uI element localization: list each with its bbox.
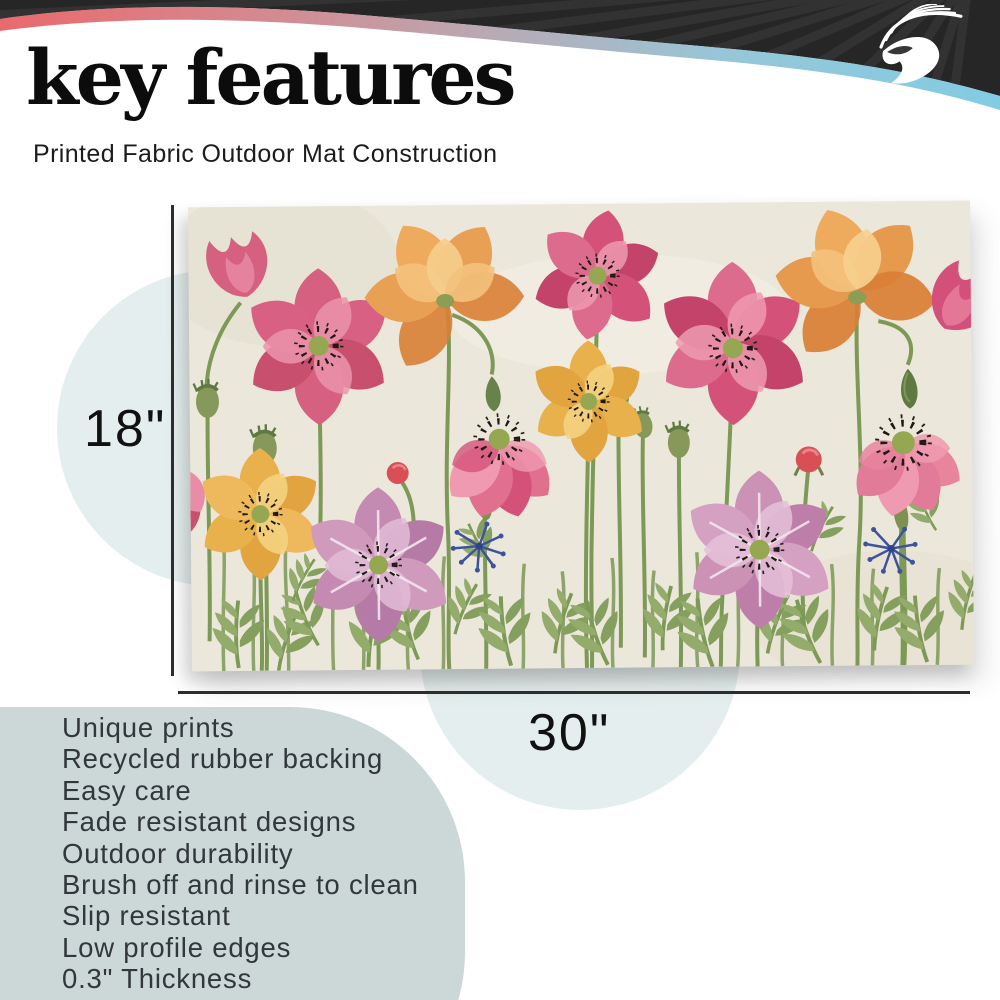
- width-dimension-label: 30": [528, 704, 611, 762]
- feature-item: Brush off and rinse to clean: [62, 869, 419, 901]
- feature-item: Easy care: [62, 774, 192, 806]
- feature-item: 0.3" Thickness: [62, 963, 253, 995]
- banner-wave: [0, 0, 1000, 130]
- page-title: key features: [26, 33, 514, 122]
- feature-item: Low profile edges: [62, 931, 292, 963]
- width-dimension-line: [178, 691, 970, 694]
- feature-item: Recycled rubber backing: [62, 743, 384, 775]
- feature-item: Outdoor durability: [62, 837, 294, 869]
- product-image: [188, 201, 974, 672]
- feature-item: Slip resistant: [62, 900, 231, 932]
- feature-list: [62, 712, 419, 995]
- poppy-mat-illustration: [188, 201, 974, 672]
- height-dimension-label: 18": [84, 400, 167, 458]
- brand-logo: [870, 4, 974, 86]
- logo-flame-body: [883, 37, 940, 84]
- feature-item: Fade resistant designs: [62, 806, 357, 838]
- page-subtitle: Printed Fabric Outdoor Mat Construction: [33, 140, 498, 168]
- red-bud: [387, 462, 409, 484]
- height-dimension-line: [171, 205, 174, 676]
- feature-item: Unique prints: [62, 712, 235, 743]
